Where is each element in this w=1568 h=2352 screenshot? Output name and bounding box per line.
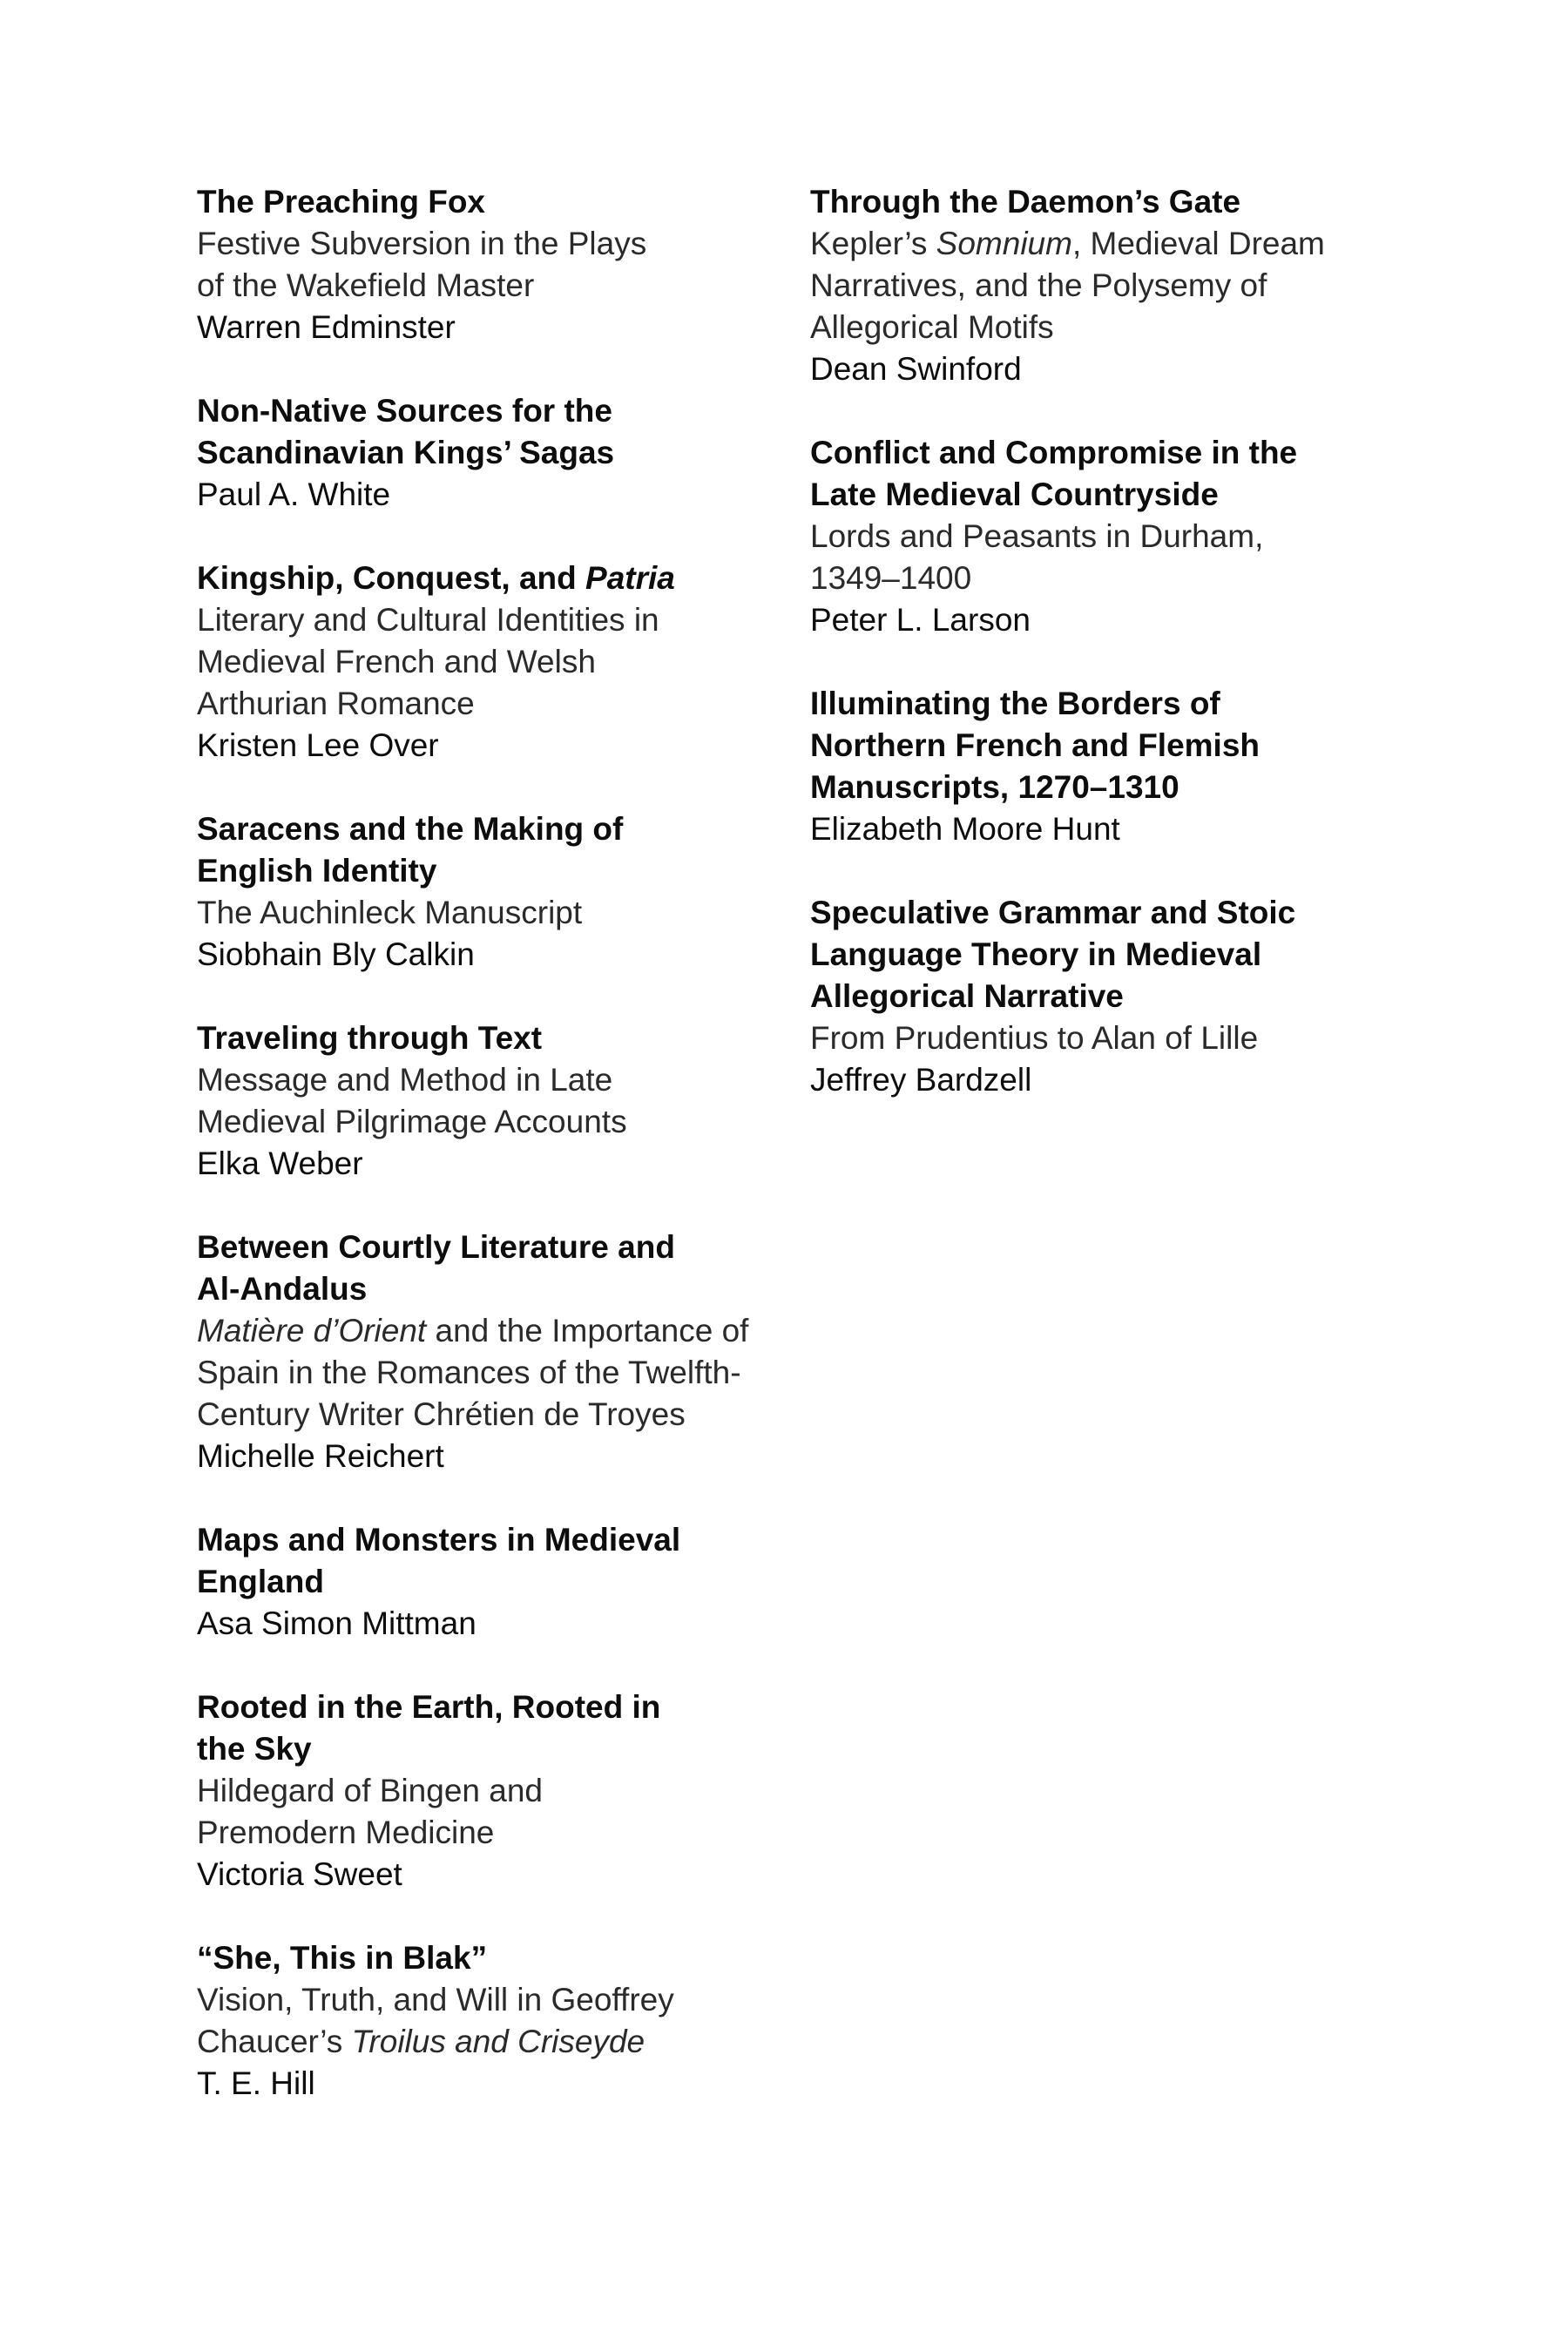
book-subtitle-line-text: Festive Subversion in the Plays xyxy=(197,226,647,261)
book-author: Siobhain Bly Calkin xyxy=(197,936,475,972)
book-subtitle-line-text: The Auchinleck Manuscript xyxy=(197,895,583,930)
book-title-line-text: Northern French and Flemish xyxy=(810,727,1260,763)
book-subtitle-line-text: Medieval French and Welsh xyxy=(197,644,596,679)
book-subtitle-line xyxy=(197,1352,789,1394)
book-subtitle-line xyxy=(810,516,1402,558)
book-title-line-text: Saracens and the Making of xyxy=(197,811,624,847)
book-subtitle-line-text: Chaucer’s xyxy=(197,2024,352,2059)
book-subtitle-line-text: , Medieval Dream xyxy=(1071,226,1325,261)
book-title-line xyxy=(810,432,1402,474)
book-subtitle-line-text: Kepler’s xyxy=(810,226,936,261)
book-subtitle-line-text: Arthurian Romance xyxy=(197,686,475,721)
book-subtitle-line-text: Message and Method in Late xyxy=(197,1062,613,1098)
book-title-line-text: Late Medieval Countryside xyxy=(810,476,1219,512)
book-title-line-text: Rooted in the Earth, Rooted in xyxy=(197,1689,661,1725)
book-title-line xyxy=(197,1686,789,1728)
book-subtitle-line xyxy=(810,307,1402,348)
book-title-line-text: Allegorical Narrative xyxy=(810,978,1124,1014)
book-author: Peter L. Larson xyxy=(810,602,1031,638)
book-subtitle-line-text: Spain in the Romances of the Twelfth- xyxy=(197,1355,741,1390)
book-title-line-text: Al-Andalus xyxy=(197,1271,368,1307)
book-author: Jeffrey Bardzell xyxy=(810,1062,1032,1098)
book-entry xyxy=(810,892,1402,1101)
book-title-line xyxy=(197,1227,789,1268)
book-author: Michelle Reichert xyxy=(197,1438,444,1474)
book-entry xyxy=(810,181,1402,390)
book-subtitle-line xyxy=(810,265,1402,307)
book-subtitle-line-text: Narratives, and the Polysemy of xyxy=(810,267,1267,303)
book-author: Dean Swinford xyxy=(810,351,1022,387)
book-list-left-column xyxy=(197,181,789,2146)
book-title-line-text: Maps and Monsters in Medieval xyxy=(197,1522,681,1558)
book-title-line-text: Speculative Grammar and Stoic xyxy=(810,895,1296,930)
book-subtitle-line-text: Vision, Truth, and Will in Geoffrey xyxy=(197,1982,674,2017)
book-title-line xyxy=(810,474,1402,516)
book-entry xyxy=(197,808,789,976)
book-entry xyxy=(197,1519,789,1645)
book-author: Elizabeth Moore Hunt xyxy=(810,811,1120,847)
book-entry xyxy=(197,1686,789,1896)
book-title-line-text: Between Courtly Literature and xyxy=(197,1229,675,1265)
book-subtitle-line-text: and the Importance of xyxy=(426,1313,749,1348)
book-author: Warren Edminster xyxy=(197,309,456,345)
book-title-line-italic-text: Patria xyxy=(585,560,675,596)
book-subtitle-line-text: From Prudentius to Alan of Lille xyxy=(810,1020,1259,1056)
book-entry xyxy=(197,1017,789,1185)
book-subtitle-line xyxy=(197,1101,789,1143)
book-title-line xyxy=(197,808,789,850)
book-subtitle-line-text: Lords and Peasants in Durham, xyxy=(810,518,1264,554)
book-title-line xyxy=(197,1519,789,1561)
book-author: Kristen Lee Over xyxy=(197,727,439,763)
book-entry xyxy=(197,390,789,516)
book-subtitle-line xyxy=(197,1812,789,1854)
book-title-line xyxy=(810,767,1402,808)
book-title-line xyxy=(197,432,789,474)
book-title-line-text: Manuscripts, 1270–1310 xyxy=(810,769,1179,805)
book-title-line-text: Scandinavian Kings’ Sagas xyxy=(197,435,615,470)
book-title-line xyxy=(197,1728,789,1770)
book-subtitle-line xyxy=(197,683,789,725)
book-subtitle-line xyxy=(197,1394,789,1436)
book-subtitle-line-text: Hildegard of Bingen and xyxy=(197,1773,544,1808)
book-title-line xyxy=(810,976,1402,1017)
book-subtitle-line-text: Literary and Cultural Identities in xyxy=(197,602,659,638)
book-title-line xyxy=(810,683,1402,725)
book-title-line-text: “She, This in Blak” xyxy=(197,1940,488,1976)
book-author: Victoria Sweet xyxy=(197,1856,402,1892)
book-author: Elka Weber xyxy=(197,1146,363,1181)
book-title-line-text: the Sky xyxy=(197,1731,312,1767)
book-subtitle-line xyxy=(197,892,789,934)
book-subtitle-line xyxy=(197,2021,789,2063)
book-subtitle-line xyxy=(197,1979,789,2021)
book-author: Paul A. White xyxy=(197,476,391,512)
book-subtitle-line-text: Century Writer Chrétien de Troyes xyxy=(197,1396,686,1432)
book-subtitle-line-text: Premodern Medicine xyxy=(197,1815,495,1850)
book-author: Asa Simon Mittman xyxy=(197,1605,476,1641)
book-title-line-text: Language Theory in Medieval xyxy=(810,936,1262,972)
book-title-line xyxy=(197,558,789,599)
book-title-line xyxy=(810,181,1402,223)
book-title-line xyxy=(197,390,789,432)
book-subtitle-line xyxy=(197,265,789,307)
book-subtitle-line xyxy=(197,223,789,265)
book-title-line-text: The Preaching Fox xyxy=(197,184,486,220)
book-entry xyxy=(197,1227,789,1477)
book-title-line-text: England xyxy=(197,1564,324,1599)
book-title-line-text: Kingship, Conquest, and xyxy=(197,560,586,596)
book-author: T. E. Hill xyxy=(197,2065,315,2101)
book-list-right-column xyxy=(810,181,1402,1143)
book-title-line-text: Conflict and Compromise in the xyxy=(810,435,1298,470)
book-subtitle-line xyxy=(810,1017,1402,1059)
book-subtitle-line xyxy=(197,1770,789,1812)
book-title-line-text: English Identity xyxy=(197,853,437,889)
book-subtitle-line xyxy=(197,1310,789,1352)
book-subtitle-line xyxy=(810,558,1402,599)
book-entry xyxy=(197,1937,789,2105)
book-entry xyxy=(197,558,789,767)
book-title-line xyxy=(197,1561,789,1603)
book-title-line xyxy=(810,892,1402,934)
book-subtitle-line xyxy=(810,223,1402,265)
book-subtitle-line-italic-text: Matière d’Orient xyxy=(197,1313,427,1348)
book-entry xyxy=(810,432,1402,641)
book-title-line xyxy=(810,725,1402,767)
book-subtitle-line xyxy=(197,641,789,683)
book-entry xyxy=(810,683,1402,850)
book-subtitle-line-italic-text: Troilus and Criseyde xyxy=(351,2024,645,2059)
book-subtitle-line-text: Medieval Pilgrimage Accounts xyxy=(197,1104,627,1139)
book-title-line-text: Illuminating the Borders of xyxy=(810,686,1220,721)
book-title-line xyxy=(197,1268,789,1310)
book-subtitle-line-text: 1349–1400 xyxy=(810,560,972,596)
book-entry xyxy=(197,181,789,348)
book-subtitle-line xyxy=(197,1059,789,1101)
book-title-line-text: Through the Daemon’s Gate xyxy=(810,184,1241,220)
book-title-line xyxy=(197,1017,789,1059)
book-title-line xyxy=(197,850,789,892)
book-subtitle-line xyxy=(197,599,789,641)
book-title-line xyxy=(197,181,789,223)
book-subtitle-line-italic-text: Somnium xyxy=(936,226,1072,261)
book-title-line-text: Traveling through Text xyxy=(197,1020,543,1056)
book-title-line xyxy=(810,934,1402,976)
book-title-line xyxy=(197,1937,789,1979)
book-subtitle-line-text: Allegorical Motifs xyxy=(810,309,1054,345)
book-subtitle-line-text: of the Wakefield Master xyxy=(197,267,535,303)
book-title-line-text: Non-Native Sources for the xyxy=(197,393,612,429)
